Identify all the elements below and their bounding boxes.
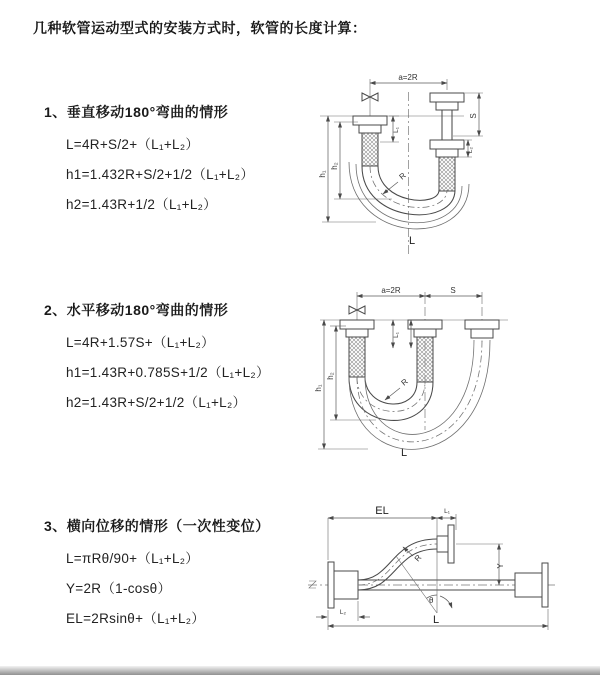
angle-theta <box>396 556 452 613</box>
dim-label-el: EL <box>375 505 389 517</box>
valve-icon <box>349 306 365 320</box>
dimension-l2-bottom <box>316 601 370 621</box>
diagram-vertical-180-bend <box>312 66 596 260</box>
page-title: 几种软管运动型式的安装方式时，软管的长度计算： <box>33 20 367 36</box>
dim-label-theta: θ <box>429 596 434 605</box>
diagram-horizontal-180-bend <box>312 282 600 460</box>
section-2-formula-h1: h1=1.43R+0.785S+1/2（L₁+L₂） <box>66 365 270 380</box>
braided-hose-section <box>349 337 365 377</box>
radius-callout <box>383 171 408 194</box>
braided-hose-section <box>439 157 455 191</box>
valve-icon <box>362 90 378 116</box>
radius-callout <box>385 377 410 400</box>
dim-label-length: L <box>408 235 416 247</box>
section-1-formula-L: L=4R+S/2+（L₁+L₂） <box>66 137 200 152</box>
dimension-a2r <box>370 73 447 90</box>
dimension-h2 <box>330 122 392 199</box>
dim-label-s: S <box>450 286 456 295</box>
displaced-flange-fitting <box>437 525 454 563</box>
dim-label-s: S <box>469 113 478 119</box>
dim-label-h1: h₁ <box>314 384 323 392</box>
section-3-heading: 3、横向位移的情形（一次性变位） <box>44 518 270 534</box>
dim-label-length: L <box>400 447 408 459</box>
dim-label-l1: L₁ <box>393 127 400 133</box>
section-3-formula-L: L=πRθ/90+（L₁+L₂） <box>66 551 200 566</box>
dim-label-l2: L₂ <box>339 609 347 616</box>
dim-label-h2: h₂ <box>326 372 335 380</box>
dim-label-radius: R <box>412 553 424 564</box>
dimension-l <box>328 609 548 630</box>
right-flange-fitting <box>515 563 548 607</box>
section-1-heading: 1、垂直移动180°弯曲的情形 <box>44 104 229 120</box>
dim-label-a2r: a=2R <box>398 73 418 82</box>
section-1-formula-h2: h2=1.43R+1/2（L₁+L₂） <box>66 197 217 212</box>
dimension-l1 <box>393 320 400 348</box>
braided-hose-section <box>362 133 378 166</box>
section-2-heading: 2、水平移动180°弯曲的情形 <box>44 302 229 318</box>
section-2-formula-h2: h2=1.43R+S/2+1/2（L₁+L₂） <box>66 395 247 410</box>
right-hose-fitting <box>430 93 464 191</box>
section-2-formula-L: L=4R+1.57S+（L₁+L₂） <box>66 335 215 350</box>
dim-label-l2: L₂ <box>467 146 474 154</box>
dim-label-l1: L₁ <box>393 332 400 338</box>
displaced-s-hose <box>358 539 437 590</box>
dimension-y <box>456 544 505 585</box>
dim-label-radius: R <box>397 170 408 182</box>
centerline-mark <box>309 581 316 588</box>
middle-hose-fitting <box>408 320 442 382</box>
dim-label-h2: h₂ <box>330 162 339 170</box>
left-hose-fitting <box>340 320 374 377</box>
moved-hose-fitting <box>465 320 499 338</box>
section-1-formula-h1: h1=1.432R+S/2+1/2（L₁+L₂） <box>66 167 255 182</box>
dim-label-h1: h₁ <box>318 170 327 178</box>
left-hose-fitting <box>353 116 387 166</box>
left-flange-fitting <box>328 562 358 608</box>
dim-label-l1: L₁ <box>444 508 450 515</box>
braided-hose-section <box>417 337 433 382</box>
section-3-formula-Y: Y=2R（1-cosθ） <box>66 581 172 596</box>
dim-label-y: Y <box>496 563 505 569</box>
section-3-formula-EL: EL=2Rsinθ+（L₁+L₂） <box>66 611 206 626</box>
scan-edge-shadow <box>0 666 600 675</box>
diagram-lateral-displacement <box>300 500 600 665</box>
dim-label-a2r: a=2R <box>381 286 401 295</box>
u-bend-hose <box>349 377 433 420</box>
dim-label-radius: R <box>399 376 410 388</box>
dim-label-length: L <box>432 614 440 626</box>
dimension-s <box>425 286 482 296</box>
